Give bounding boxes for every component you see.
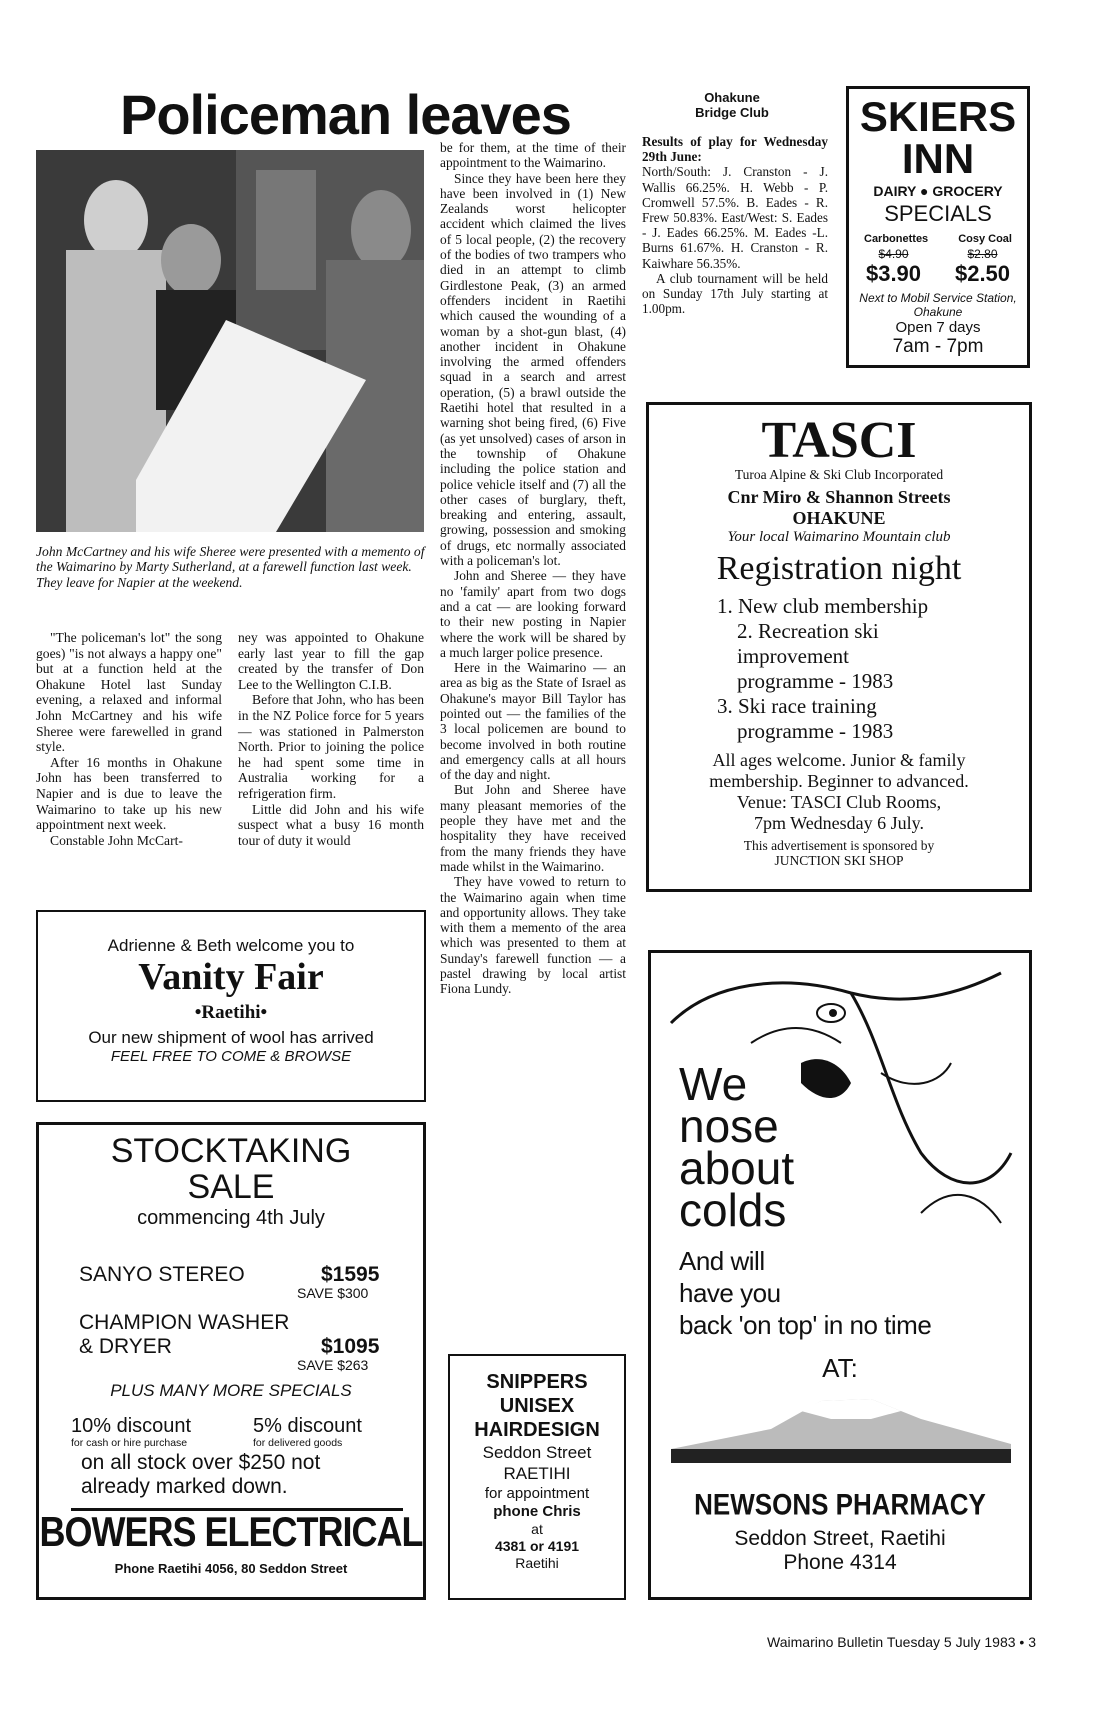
article-paragraph: After 16 months in Ohakune John has been transferred to Napier and is due to leave the Waimarino to take up his new appointment next week. <box>36 754 222 833</box>
article-photo <box>36 150 424 532</box>
article-column-3 <box>440 140 626 997</box>
article-paragraph: But John and Sheree have many pleasant memories of the people they have met and the hospitality they have received from the many friends they have made whilst in the Waimarino. <box>440 782 626 874</box>
photo-illustration <box>36 150 424 532</box>
snippers-ad: SNIPPERS UNISEX HAIRDESIGN Seddon Street RAETIHI for appointment phone Chris at 4381 or 4191 Raetihi <box>448 1354 626 1600</box>
article-headline: Policeman leaves <box>120 83 571 146</box>
photo-caption: John McCartney and his wife Sheree were presented with a memento of the Waimarino by Marty Sutherland, at a farewell function last week. They leave for Napier at the weekend. <box>36 544 425 590</box>
bridge-club-title: Ohakune Bridge Club <box>695 90 769 120</box>
skiers-inn-ad: SKIERS INN DAIRY ● GROCERY SPECIALS Carbonettes Cosy Coal $4.90 $2.80 $3.90 $2.50 Next to Mobil Service Station, Ohakune Open 7 days 7am - 7pm <box>846 86 1030 368</box>
article-paragraph: ney was appointed to Ohakune early last year to fill the gap created by the transfer of Don Lee to the Wellington C.I.B. <box>238 630 424 692</box>
bowers-electrical-ad: STOCKTAKING SALE commencing 4th July SANYO STEREO $1595 SAVE $300 CHAMPION WASHER & DRYER $1095 SAVE $263 PLUS MANY MORE SPECIALS 10% discount for cash or hire purchase 5% discount for delivered goods on all stock over $250 not already marked down. BOWERS ELECTRICAL Phone Raetihi 4056, 80 Seddon Street <box>36 1122 426 1600</box>
newsons-pharmacy-ad: We nose about colds And will have you back 'on top' in no time AT: NEWSONS PHARMACY Seddon Street, Raetihi Phone 4314 <box>648 950 1032 1600</box>
article-paragraph: Since they have been here they have been involved in (1) New Zealands worst helicopter accident which claimed the lives of 5 local people, (2) the recovery of the bodies of two trampers who died in an attempt to climb Girdlestone Peak, (3) an armed offenders incident in Raetihi which caused the wounding of a woman by a shot-gun blast, (4) another incident in Ohakune involving the armed offenders squad in a search and arrest operation, (5) a brawl outside the Raetihi hotel that resulted in a warning shot being fired, (6) Five (as yet unsolved) cases of arson in the township of Ohakune including the police station and police vehicle itself and (7) all the other cases of burglary, theft, breaking and entering, assault, growing, possession and smoking of drugs, etc normally associated with a policeman's lot. <box>440 170 626 569</box>
article-paragraph: They have vowed to return to the Waimarino again when time and opportunity allows. They take with them a memento of the area which was presented to them at Sunday's farewell function — a pastel drawing by local artist Fiona Lundy. <box>440 874 626 997</box>
article-paragraph: Here in the Waimarino — an area as big as the State of Israel as Ohakune's mayor Bill Taylor has pointed out — the families of the 3 local policemen are bound to become involved in both routine and emergency calls at all hours of the day and night. <box>440 660 626 783</box>
tasci-ad: TASCI Turoa Alpine & Ski Club Incorporated Cnr Miro & Shannon Streets OHAKUNE Your local Waimarino Mountain club Registration night 1. New club membership 2. Recreation ski improvement programme - 1983 3. Ski race training programme - 1983 All ages welcome. Junior & family membership. Beginner to advanced. Venue: TASCI Club Rooms, 7pm Wednesday 6 July. This advertisement is sponsored by JUNCTION SKI SHOP <box>646 402 1032 892</box>
bridge-club-results: Results of play for Wednesday 29th June: North/South: J. Cranston - J. Wallis 66.25%. H. Webb - P. Cromwell 57.5%. B. Eades - R. Frew 50.83%. East/West: S. Eades - J. Eades 66.25%. M. Eades -L. Burns 61.67%. H. Cranston - R. Kaiwhare 56.35%. A club tournament will be held on Sunday 17th July starting at 1.00pm. <box>642 134 828 317</box>
mountain-illustration <box>671 1389 1011 1463</box>
article-paragraph: John and Sheree — they have no 'family' apart from two dogs and a cat — are looking forward to their new posting in Napier where the work will be shared by a much larger police presence. <box>440 568 626 660</box>
article-paragraph: "The policeman's lot" the song goes) "is not always a happy one" but at a function held at the Ohakune Hotel last Sunday evening, a relaxed and informal John McCartney and his wife Sheree were farewelled in grand style. <box>36 630 222 755</box>
article-column-1 <box>36 630 222 848</box>
article-paragraph: be for them, at the time of their appointment to the Waimarino. <box>440 140 626 171</box>
article-paragraph: Before that John, who has been in the NZ Police force for 5 years — was stationed in Palmerston North. Prior to joining the police he had spent some time in Australia working for a refrigeration firm. <box>238 692 424 801</box>
vanity-fair-ad: Adrienne & Beth welcome you to Vanity Fair •Raetihi• Our new shipment of wool has arrived FEEL FREE TO COME & BROWSE <box>36 910 426 1102</box>
tasci-list: 1. New club membership 2. Recreation ski improvement programme - 1983 3. Ski race training programme - 1983 <box>717 594 929 743</box>
article-paragraph: Constable John McCart- <box>50 832 183 848</box>
article-column-2 <box>238 630 424 848</box>
page-footer: Waimarino Bulletin Tuesday 5 July 1983 • 3 <box>767 1634 1036 1650</box>
article-paragraph: Little did John and his wife suspect what a busy 16 month tour of duty it would <box>238 801 424 848</box>
